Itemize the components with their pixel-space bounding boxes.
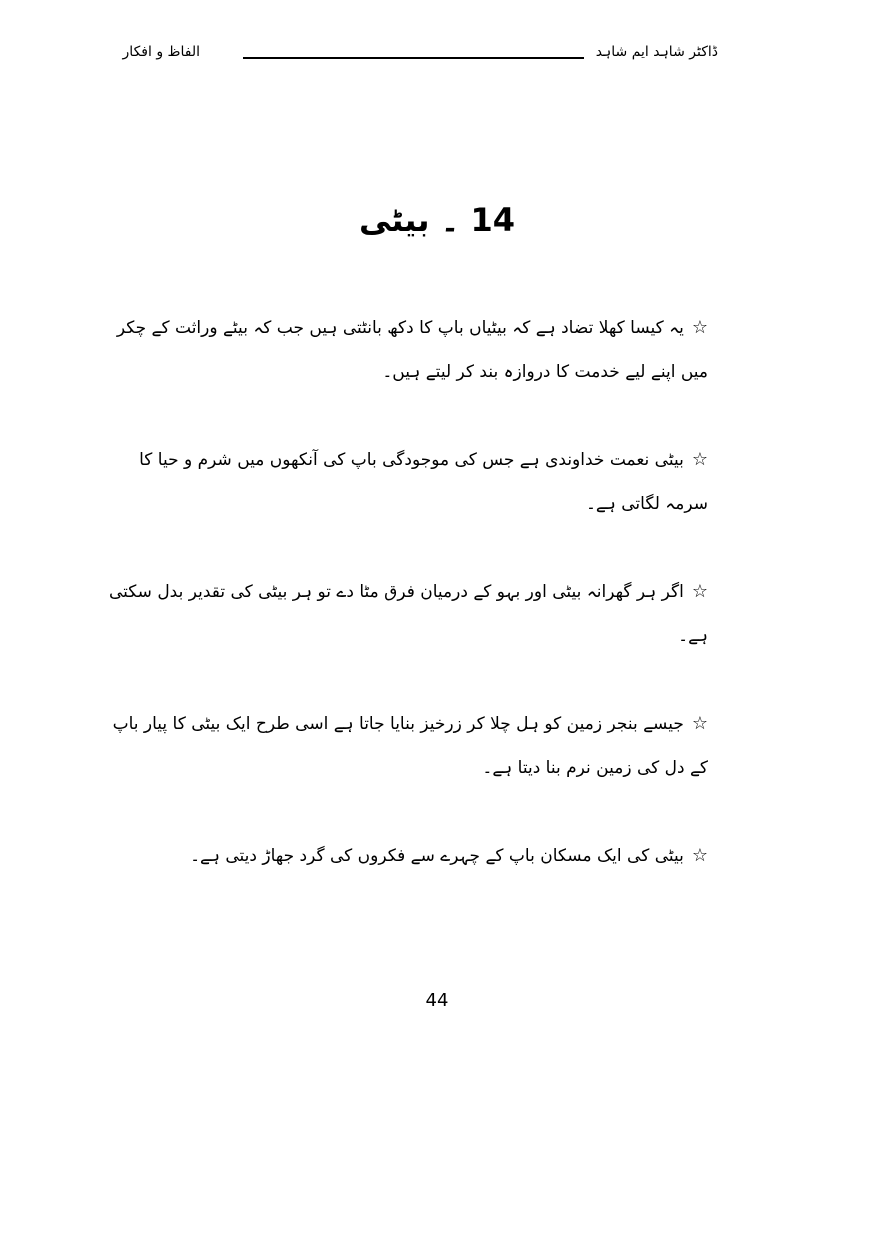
star-bullet-icon: ☆ xyxy=(691,449,708,470)
header-divider xyxy=(243,57,584,59)
paragraph-text: بیٹی نعمت خداوندی ہے جس کی موجودگی باپ کی آنکھوں میں شرم و حیا کا سرمہ لگاتی ہے۔ xyxy=(139,450,708,514)
chapter-number: 14 xyxy=(470,201,516,239)
star-bullet-icon: ☆ xyxy=(691,713,708,734)
star-bullet-icon: ☆ xyxy=(691,317,708,338)
header-book-title: الفاظ و افکار xyxy=(122,44,200,60)
paragraph xyxy=(108,306,708,394)
header-author: ڈاکٹر شاہد ایم شاہد xyxy=(595,44,718,60)
paragraph xyxy=(108,438,708,526)
paragraph-text: جیسے بنجر زمین کو ہل چلا کر زرخیز بنایا جاتا ہے اسی طرح ایک بیٹی کا پیار باپ کے دل کی زمین نرم بنا دیتا ہے۔ xyxy=(112,714,708,778)
chapter-name: ۔ بیٹی xyxy=(358,201,460,239)
chapter-body xyxy=(108,306,708,922)
paragraph-text: اگر ہر گھرانہ بیٹی اور بہو کے درمیان فرق مٹا دے تو ہر بیٹی کی تقدیر بدل سکتی ہے۔ xyxy=(108,582,708,646)
paragraph xyxy=(108,570,708,658)
paragraph xyxy=(108,834,708,878)
paragraph-text: بیٹی کی ایک مسکان باپ کے چہرے سے فکروں کی گرد جھاڑ دیتی ہے۔ xyxy=(190,846,684,866)
chapter-title xyxy=(0,196,874,244)
paragraph xyxy=(108,702,708,790)
page-number: 44 xyxy=(425,990,449,1011)
star-bullet-icon: ☆ xyxy=(691,581,708,602)
paragraph-text: یہ کیسا کھلا تضاد ہے کہ بیٹیاں باپ کا دکھ بانٹتی ہیں جب کہ بیٹے وراثت کے چکر میں اپنے لیے خدمت کا دروازہ بند کر لیتے ہیں۔ xyxy=(116,318,708,382)
star-bullet-icon: ☆ xyxy=(691,845,708,866)
